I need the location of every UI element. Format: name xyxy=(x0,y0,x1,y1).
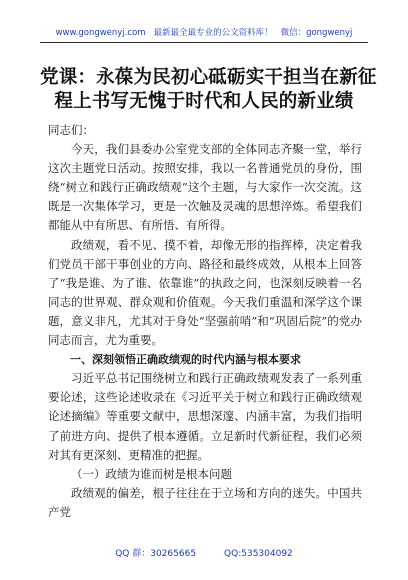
page-footer xyxy=(0,546,408,559)
header-website: www.gongwenyj.com xyxy=(55,28,146,38)
body-paragraph: 今天，我们县委办公室党支部的全体同志齐聚一堂，举行这次主题党日活动。按照安排，我以一名普通党员的身份，围绕“树立和践行正确政绩观”这个主题，与大家作一次交流。这既是一次集体学习，更是一次触及灵魂的思想淬炼。希望我们都能从中有所思、有所悟、有所得。 xyxy=(48,142,362,233)
document-body xyxy=(48,121,362,522)
body-paragraph: 政绩观的偏差，根子往往在于立场和方向的迷失。中国共产党 xyxy=(48,485,362,519)
header-divider xyxy=(40,42,368,43)
title-line-2: 程上书写无愧于时代和人民的新业绩 xyxy=(54,91,354,112)
header-slogan: 最新最全最专业的公文资料库！ xyxy=(153,28,273,38)
section-heading: 一、深刻领悟正确政绩观的时代内涵与根本要求 xyxy=(70,353,301,367)
footer-qq-contact: QQ:535304092 xyxy=(224,549,293,559)
body-paragraph: 习近平总书记围绕树立和践行正确政绩观发表了一系列重要论述，这些论述收录在《习近平关于树立和践行正确政绩观论述摘编》等重要文献中，思想深邃、内涵丰富，为我们指明了前进方向、提供了根本遵循。立足新时代新征程，我们必须对其有更深刻、更精准的把握。 xyxy=(48,371,362,462)
document-title xyxy=(40,66,377,114)
page-header xyxy=(0,26,408,38)
body-paragraph: 政绩观，看不见、摸不着，却像无形的指挥棒，决定着我们党员干部干事创业的方向、路径和最终成效，从根本上回答了“我是谁、为了谁、依靠谁”的执政之问，也深刻反映着一名同志的世界观、群众观和价值观。今天我们重温和深学这个课题，意义非凡，尤其对于身处“坚强前哨”和“巩固后院”的党办同志而言，尤为重要。 xyxy=(48,237,362,348)
footer-qq-group: QQ 群：30265665 xyxy=(115,549,197,559)
title-line-1: 党课：永葆为民初心砥砺实干担当在新征 xyxy=(40,67,377,88)
header-wechat: 微信：gongwenyj xyxy=(280,28,353,38)
salutation: 同志们： xyxy=(48,123,94,137)
subsection-heading: （一）政绩为谁而树是根本问题 xyxy=(71,466,232,481)
